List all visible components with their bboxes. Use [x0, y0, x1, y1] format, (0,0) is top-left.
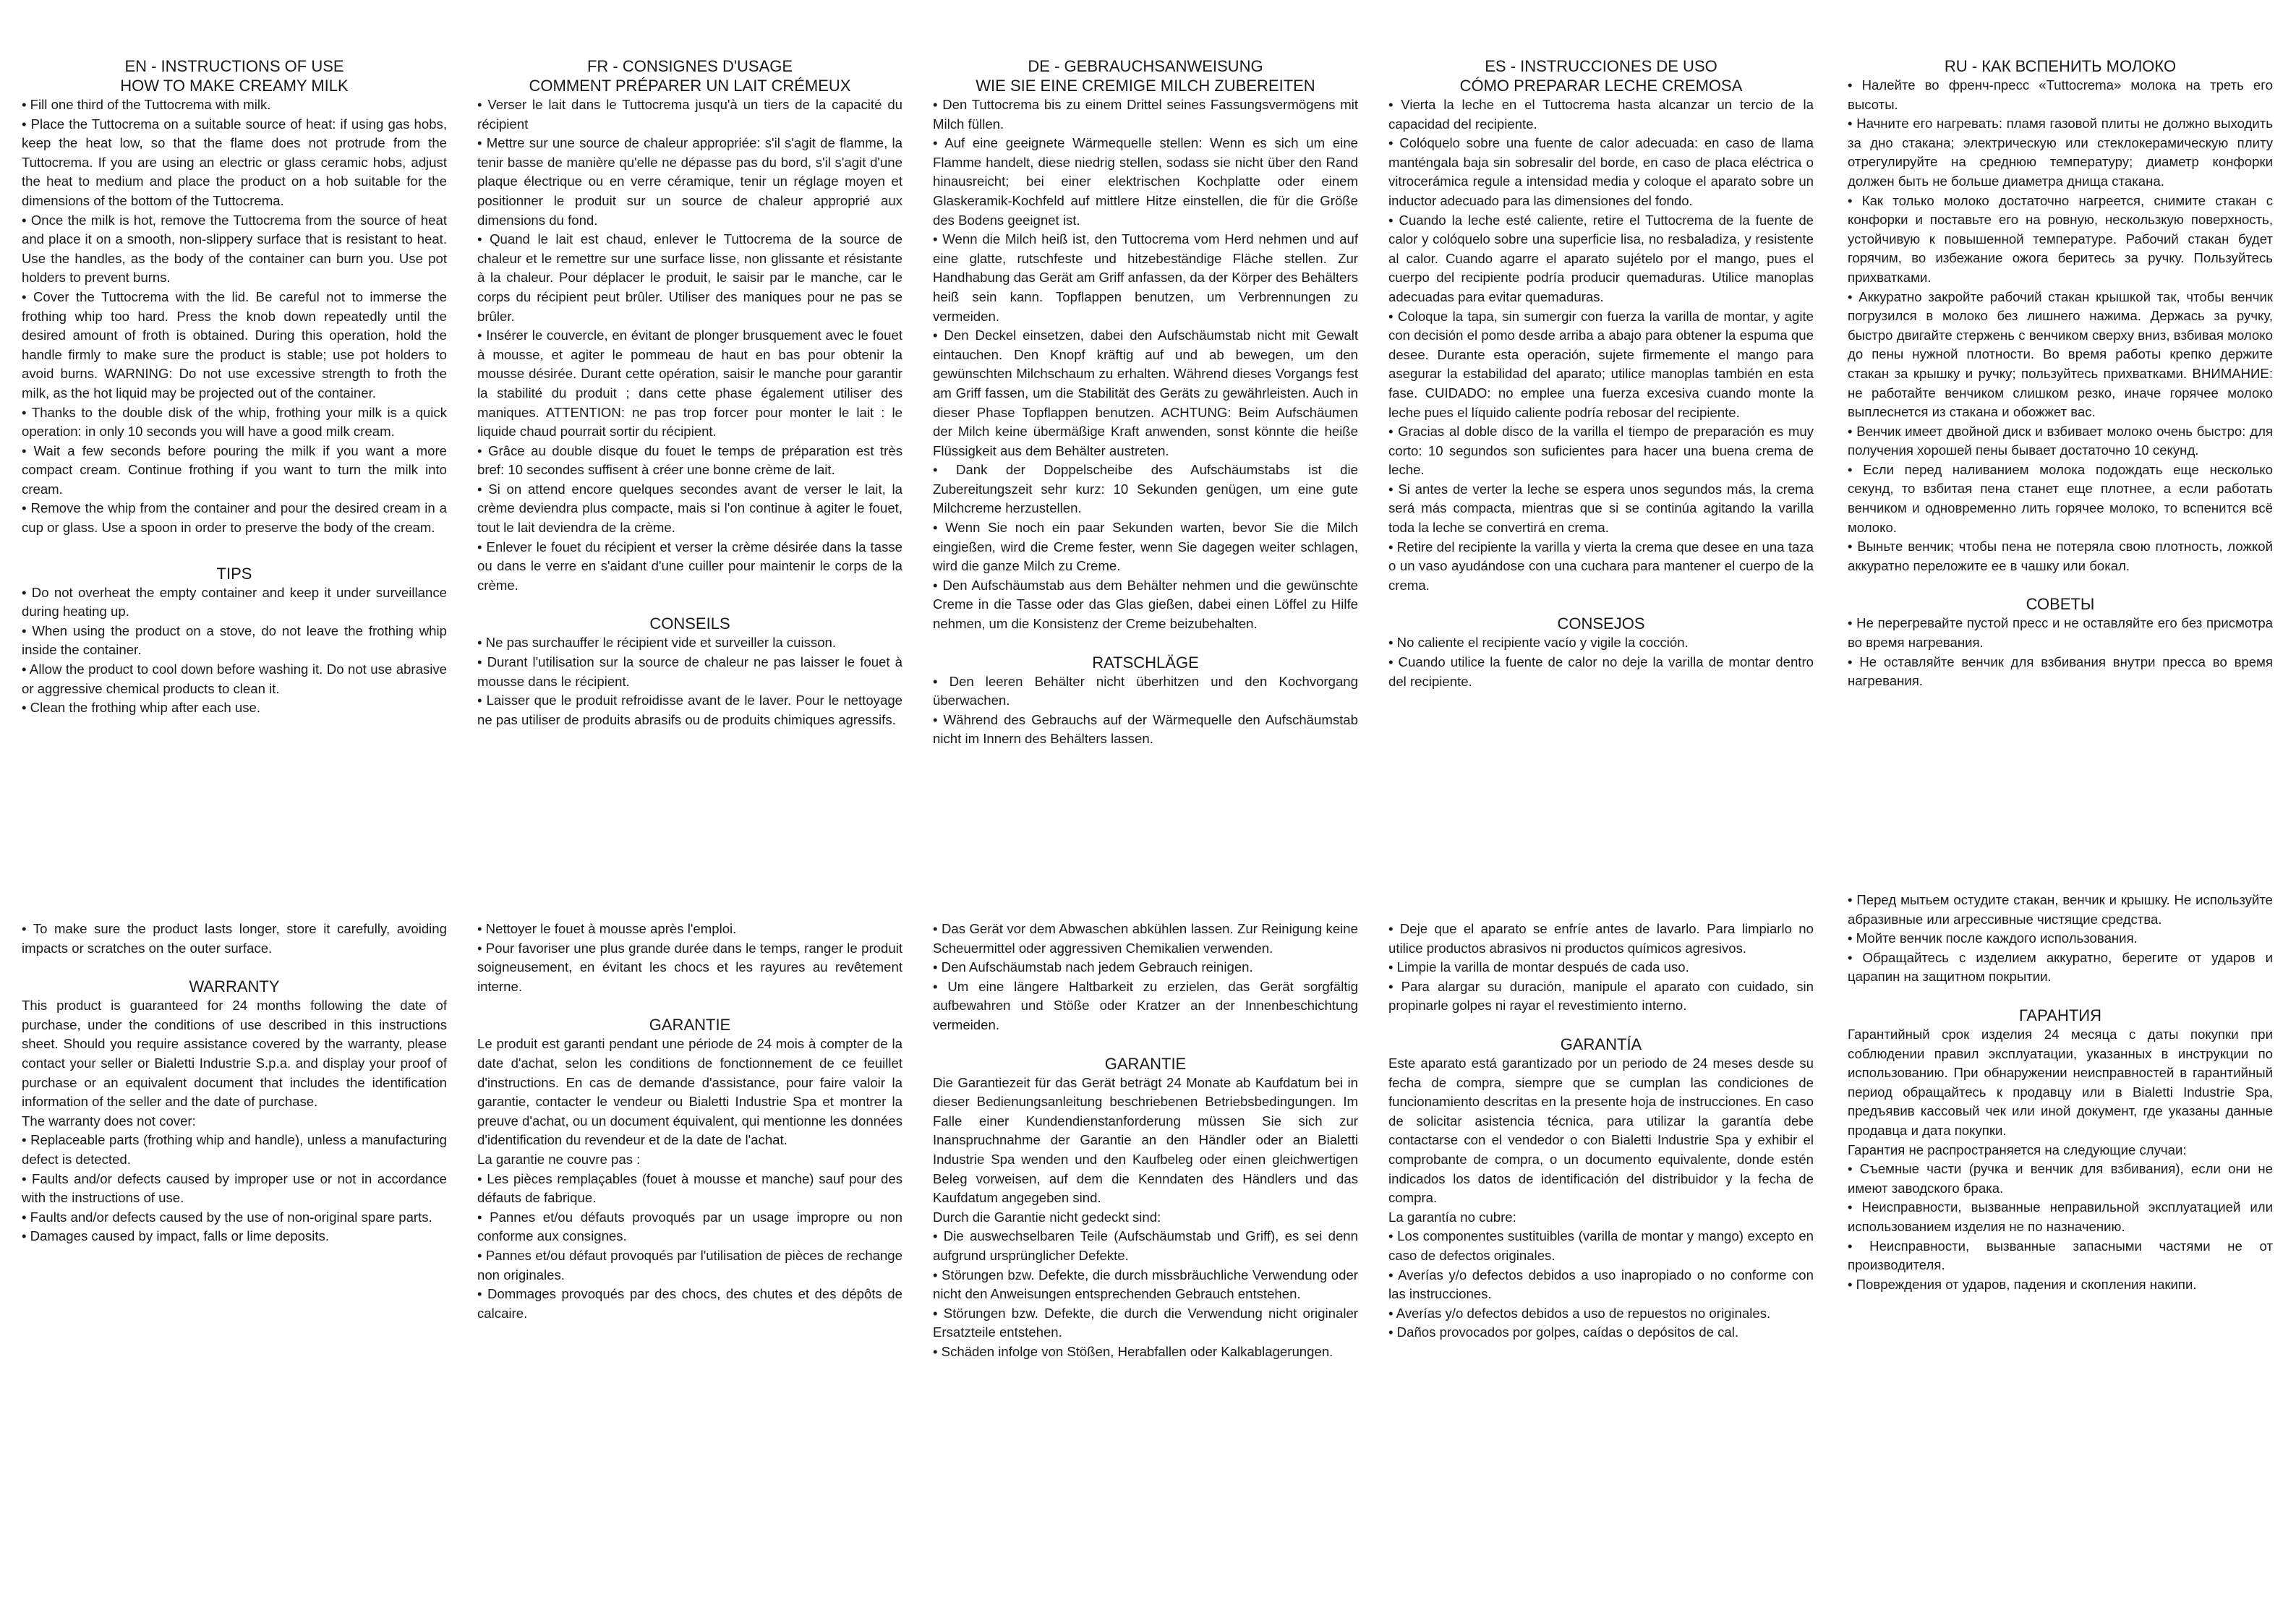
tip-item: • Den Aufschäumstab nach jedem Gebrauch reinigen.: [933, 959, 1253, 975]
instruction-step: • Coloque la tapa, sin sumergir con fuerza la varilla de montar, y agite con decisión el pomo desde arriba a abajo para obtener la espuma que desee. Durante esta operación, sujete firmemente el mango para asegurar la estabilidad del aparato; utilice manoplas también en esta fase. CUIDADO: no emplee una fuerza excesiva cuando monte la leche pues el líquido caliente podría rebosar del recipiente.: [1388, 308, 1814, 420]
instruction-step: • Grâce au double disque du fouet le temps de préparation est très bref: 10 secondes suffisent à créer une bonne crème de lait.: [477, 442, 902, 478]
instruction-step: • Выньте венчик; чтобы пена не потеряла свою плотность, ложкой аккуратно переложите ее в чашку или бокал.: [1848, 539, 2273, 573]
warranty-item: • Die auswechselbaren Teile (Aufschäumstab und Griff), es sei denn aufgrund ursprünglicher Defekte.: [933, 1228, 1358, 1263]
tips-title: СОВЕТЫ: [2026, 595, 2095, 614]
tip-item: • Limpie la varilla de montar después de cada uso.: [1388, 959, 1689, 975]
top-section: [477, 56, 902, 729]
warranty-title: GARANTÍA: [1560, 1035, 1642, 1053]
instruction-step: • Thanks to the double disk of the whip, frothing your milk is a quick operation: in only 10 seconds you will have a good milk cream.: [22, 404, 447, 440]
tip-item: • Para alargar su duración, manipule el aparato con cuidado, sin propinarle golpes ni rayar el revestimiento interno.: [1388, 978, 1814, 1014]
warranty-item: • Faults and/or defects caused by improper use or not in accordance with the instructions of use.: [22, 1170, 447, 1206]
tip-item: • Deje que el aparato se enfríe antes de lavarlo. Para limpiarlo no utilice productos abrasivos ni productos químicos agresivos.: [1388, 921, 1814, 956]
language-heading: EN - INSTRUCTIONS OF USE HOW TO MAKE CREAMY MILK: [120, 57, 349, 95]
tip-item: • Allow the product to cool down before washing it. Do not use abrasive or aggressive chemical products to clean it.: [22, 661, 447, 696]
tip-item: • Ne pas surchauffer le récipient vide et surveiller la cuisson.: [477, 635, 837, 651]
warranty-item: • Dommages provoqués par des chocs, des chutes et des dépôts de calcaire.: [477, 1286, 902, 1321]
tip-item: • Pour favoriser une plus grande durée dans le temps, ranger le produit soigneusement, en évitant les chocs et les rayures au revêtement interne.: [477, 940, 902, 994]
instruction-step: • Vierta la leche en el Tuttocrema hasta alcanzar un tercio de la capacidad del recipiente.: [1388, 97, 1814, 132]
instruction-step: • Если перед наливанием молока подождать еще несколько секунд, то взбитая пена станет еще плотнее, а если работать венчиком и одновременно лить горячее молоко, то вспенится всё молоко.: [1848, 461, 2273, 535]
warranty-item: • Faults and/or defects caused by the use of non-original spare parts.: [22, 1209, 432, 1225]
warranty-text: This product is guaranteed for 24 months following the date of purchase, under the conditions of use described in this instructions sheet. Should you require assistance covered by the warranty, please contact your seller or Bialetti Industrie S.p.a. and display your proof of purchase or an equivalent document that includes the identification information of the seller and the date of purchase.: [22, 998, 447, 1110]
warranty-item: • Störungen bzw. Defekte, die durch die Verwendung nicht originaler Ersatzteile entstehen.: [933, 1305, 1358, 1340]
instruction-step: • Insérer le couvercle, en évitant de plonger brusquement avec le fouet à mousse, et agiter le pommeau de haut en bas pour obtenir la mousse désirée. Durant cette opération, saisir le manche pour garantir la stabilité du produit ; dans cette phase également utiliser des maniques. ATTENTION: ne pas trop forcer pour monter le lait : le liquide chaud pourrait sortir du récipient.: [477, 327, 902, 440]
warranty-text: Гарантия не распространяется на следующие случаи:: [1848, 1142, 2187, 1157]
warranty-item: • Störungen bzw. Defekte, die durch missbräuchliche Verwendung oder nicht den Anweisungen entsprechenden Gebrauch entstehen.: [933, 1267, 1358, 1302]
instruction-step: • Once the milk is hot, remove the Tuttocrema from the source of heat and place it on a smooth, non-slippery surface that is resistant to heat. Use the handles, as the body of the container can burn you. Use pot holders to prevent burns.: [22, 212, 447, 286]
instruction-step: • Colóquelo sobre una fuente de calor adecuada: en caso de llama manténgala baja sin sobresalir del borde, en caso de placa eléctrica o vitrocerámica regule a intensidad media y coloque el aparato sobre un inductor adecuado para las dimensiones del fondo.: [1388, 135, 1814, 208]
instruction-step: • Венчик имеет двойной диск и взбивает молоко очень быстро: для получения хорошей пены бывает достаточно 10 секунд.: [1848, 423, 2273, 458]
instruction-step: • Налейте во френч-пресс «Tuttocrema» молока на треть его высоты.: [1848, 77, 2273, 112]
top-section: [22, 56, 447, 718]
top-section: [933, 56, 1358, 749]
bottom-section: [22, 920, 447, 1246]
bottom-section: [1388, 920, 1814, 1342]
warranty-item: • Daños provocados por golpes, caídas o depósitos de cal.: [1388, 1324, 1739, 1340]
instruction-step: • Wenn Sie noch ein paar Sekunden warten, bevor Sie die Milch eingießen, wird die Creme fester, wenn Sie dagegen weiter schlagen, wird die ganze Milch zu Creme.: [933, 520, 1358, 574]
instruction-step: • Remove the whip from the container and pour the desired cream in a cup or glass. Use a spoon in order to preserve the body of the cream.: [22, 500, 447, 536]
instruction-step: • Enlever le fouet du récipient et verser la crème désirée dans la tasse ou dans le verre en s'aidant d'une cuiller pour maintenir le corps de la crème.: [477, 539, 902, 593]
warranty-item: • Съемные части (ручка и венчик для взбивания), если они не имеют заводского брака.: [1848, 1161, 2273, 1196]
tip-item: • Laisser que le produit refroidisse avant de le laver. Pour le nettoyage ne pas utiliser de produits abrasifs ou de produits chimiques agressifs.: [477, 693, 902, 727]
language-heading: ES - INSTRUCCIONES DE USO CÓMO PREPARAR LECHE CREMOSA: [1459, 57, 1743, 95]
warranty-item: • Replaceable parts (frothing whip and handle), unless a manufacturing defect is detected.: [22, 1132, 447, 1167]
tip-item: • Мойте венчик после каждого использования.: [1848, 930, 2138, 946]
tip-item: • Не перегревайте пустой пресс и не оставляйте его без присмотра во время нагревания.: [1848, 615, 2273, 651]
warranty-item: • Los componentes sustituibles (varilla de montar y mango) excepto en caso de defectos originales.: [1388, 1228, 1814, 1263]
warranty-text: La garantie ne couvre pas :: [477, 1151, 641, 1167]
instruction-step: • Как только молоко достаточно нагреется, снимите стакан с конфорки и поставьте его на ровную, нескользкую поверхность, устойчивую к повышенной температуре. Рабочий стакан будет горячим, во избежание ожога беритесь за ручку. Пользуйтесь прихватками.: [1848, 192, 2273, 285]
instruction-step: • Аккуратно закройте рабочий стакан крышкой так, чтобы венчик погрузился в молоко без лишнего нажима. Держась за ручку, быстро двигайте стержень с венчиком сверху вниз, взбивая молоко до пены нужной плотности. Во время работы крепко держите стакан за крышку и ручку; пользуйтесь прихватками. ВНИМАНИЕ: не работайте венчиком слишком резко, иначе горячее молоко выплеснется из стакана и обожжет вас.: [1848, 288, 2273, 420]
instruction-step: • Den Deckel einsetzen, dabei den Aufschäumstab nicht mit Gewalt eintauchen. Den Knopf kräftig auf und ab bewegen, um den gewünschten Milchschaum zu erhalten. Während dieses Vorgangs fest am Griff fassen, um die Stabilität des Geräts zu gewährleisten. Auch in dieser Phase Topflappen benutzen. ACHTUNG: Beim Aufschäumen der Milch keine übermäßige Kraft anwenden, sonst könnte die heiße Flüssigkeit aus dem Behälter austreten.: [933, 327, 1358, 458]
tip-item: • Перед мытьем остудите стакан, венчик и крышку. Не используйте абразивные или агрессивные чистящие средства.: [1848, 892, 2273, 927]
warranty-text: Este aparato está garantizado por un periodo de 24 meses desde su fecha de compra, siempre que se cumplan las condiciones de funcionamiento descritas en la presente hoja de instrucciones. En caso de solicitar asistencia técnica, para utilizar la garantía debe contactarse con el vendedor o con Bialetti Industrie Spa y exhibir el comprobante de compra, o un documento equivalente, donde estén indicados los datos de identificación del distribuidor y la fecha de compra.: [1388, 1055, 1814, 1206]
bottom-section: [477, 920, 902, 1323]
top-section: [1388, 56, 1814, 691]
tip-item: • Clean the frothing whip after each use.: [22, 700, 261, 716]
tip-item: • Cuando utilice la fuente de calor no deje la varilla de montar dentro del recipiente.: [1388, 654, 1814, 689]
warranty-text: Гарантийный срок изделия 24 месяца с даты покупки при соблюдении правил эксплуатации, указанных в инструкции по использованию. При обнаружении неисправностей в гарантийный период обращайтесь к продавцу или в Bialetti Industrie Spa, предъявив кассовый чек или иной документ, где указаны данные продавца и дата покупки.: [1848, 1026, 2273, 1138]
instruction-step: • Cover the Tuttocrema with the lid. Be careful not to immerse the frothing whip too hard. Press the knob down repeatedly until the desired amount of froth is obtained. During this operation, hold the handle firmly to make sure the product is stable; use pot holders to avoid burns. WARNING: Do not use excessive strength to froth the milk, as the hot liquid may be projected out of the container.: [22, 288, 447, 401]
instruction-step: • Retire del recipiente la varilla y vierta la crema que desee en una taza o un vaso ayudándose con una cuchara para mantener el cuerpo de la crema.: [1388, 539, 1814, 593]
tips-title: RATSCHLÄGE: [1092, 653, 1199, 672]
warranty-item: • Averías y/o defectos debidos a uso inapropiado o no conforme con las instrucciones.: [1388, 1267, 1814, 1302]
warranty-title: GARANTIE: [1104, 1054, 1187, 1073]
instruction-step: • Gracias al doble disco de la varilla el tiempo de preparación es muy corto: 10 segundos son suficientes para hacer una buena crema de leche.: [1388, 424, 1814, 478]
tip-item: • Um eine längere Haltbarkeit zu erzielen, das Gerät sorgfältig aufbewahren und Stöße oder Kratzer an der Innenbeschichtung vermeiden.: [933, 978, 1358, 1032]
instruction-step: • Начните его нагревать: пламя газовой плиты не должно выходить за дно стакана; электрическую или стеклокерамическую плиту отрегулируйте на среднюю температуру; диаметр конфорки должен быть не больше диаметра днища стакана.: [1848, 116, 2273, 189]
instruction-step: • Place the Tuttocrema on a suitable source of heat: if using gas hobs, keep the heat low, so that the flame does not protrude from the Tuttocrema. If you are using an electric or glass ceramic hobs, adjust the heat to medium and place the product on a hob suitable for the dimensions of the bottom of the Tuttocrema.: [22, 116, 447, 208]
instruction-step: • Si on attend encore quelques secondes avant de verser le lait, la crème deviendra plus compacte, mais si l'on continue à agiter le fouet, tout le lait deviendra de la crème.: [477, 481, 902, 536]
instruction-step: • Wait a few seconds before pouring the milk if you want a more compact cream. Continue frothing if you want to turn the milk into cream.: [22, 442, 447, 497]
warranty-item: • Les pièces remplaçables (fouet à mousse et manche) sauf pour des défauts de fabrique.: [477, 1170, 902, 1206]
tip-item: • Do not overheat the empty container and keep it under surveillance during heating up.: [22, 584, 447, 620]
warranty-item: • Повреждения от ударов, падения и скопления накипи.: [1848, 1276, 2197, 1292]
warranty-text: La garantía no cubre:: [1388, 1209, 1516, 1225]
tip-item: • Das Gerät vor dem Abwaschen abkühlen lassen. Zur Reinigung keine Scheuermittel oder aggressiven Chemikalien verwenden.: [933, 921, 1358, 956]
tip-item: • Не оставляйте венчик для взбивания внутри пресса во время нагревания.: [1848, 654, 2273, 689]
warranty-text: The warranty does not cover:: [22, 1113, 196, 1129]
instruction-step: • Dank der Doppelscheibe des Aufschäumstabs ist die Zubereitungszeit sehr kurz: 10 Sekunden genügen, um eine gute Milchcreme herzustellen.: [933, 462, 1358, 516]
tips-title: TIPS: [216, 564, 252, 583]
instruction-step: • Den Aufschäumstab aus dem Behälter nehmen und die gewünschte Creme in die Tasse oder das Glas gießen, dabei einen Löffel zu Hilfe nehmen, um die Konsistenz der Creme beizubehalten.: [933, 577, 1358, 632]
tip-item: • Während des Gebrauchs auf der Wärmequelle den Aufschäumstab nicht im Innern des Behälters lassen.: [933, 711, 1358, 747]
instruction-step: • Mettre sur une source de chaleur appropriée: s'il s'agit de flamme, la tenir basse de manière qu'elle ne dépasse pas du bord, s'il s'agit d'une plaque électrique ou en verre céramique, tenir un réglage moyen et positionner le produit sur un source de chaleur approprié aux dimensions du fond.: [477, 135, 902, 228]
bottom-section: [933, 920, 1358, 1361]
tip-item: • Nettoyer le fouet à mousse après l'emploi.: [477, 921, 737, 936]
tip-item: • When using the product on a stove, do not leave the frothing whip inside the container.: [22, 622, 447, 658]
warranty-text: Die Garantiezeit für das Gerät beträgt 24 Monate ab Kaufdatum bei in dieser Bedienungsanleitung beschriebenen Betriebsbedingungen. Im Falle einer Kundendienstanforderung müssen Sie sich zur Inanspruchnahme der Garantie an den Händler oder an Bialetti Industrie Spa wenden und den Kaufbeleg oder einen gleichwertigen Beleg vorweisen, auf dem die Kenndaten des Händlers und das Kaufdatum angegeben sind.: [933, 1074, 1358, 1206]
warranty-item: • Неисправности, вызванные неправильной эксплуатацией или использованием изделия не по назначению.: [1848, 1199, 2273, 1234]
instruction-step: • Quand le lait est chaud, enlever le Tuttocrema de la source de chaleur et le remettre sur une surface lisse, non glissante et résistante à la chaleur. Pour déplacer le produit, le saisir par le manche, car le corps du récipient peut brûler. Utiliser des maniques pour ne pas se brûler.: [477, 231, 902, 324]
instruction-step: • Cuando la leche esté caliente, retire el Tuttocrema de la fuente de calor y colóquelo sobre una superficie lisa, no resbaladiza, y resistente al calor. Cuando agarre el aparato sujételo por el mango, pues el cuerpo del recipiente podría producir quemaduras. Utilice manoplas adecuadas para evitar quemaduras.: [1388, 212, 1814, 304]
language-heading: RU - КАК ВСПЕНИТЬ МОЛОКО: [1944, 57, 2177, 75]
tip-item: • Обращайтесь с изделием аккуратно, берегите от ударов и царапин на защитном покрытии.: [1848, 949, 2273, 985]
tip-item: • To make sure the product lasts longer, store it carefully, avoiding impacts or scratches on the outer surface.: [22, 921, 447, 956]
bottom-section: [1848, 891, 2273, 1294]
tips-title: CONSEILS: [649, 614, 730, 633]
tip-item: • Den leeren Behälter nicht überhitzen und den Kochvorgang überwachen.: [933, 673, 1358, 708]
warranty-title: GARANTIE: [649, 1016, 731, 1035]
warranty-item: • Неисправности, вызванные запасными частями не от производителя.: [1848, 1238, 2273, 1273]
warranty-item: • Pannes et/ou défaut provoqués par l'utilisation de pièces de rechange non originales.: [477, 1247, 902, 1282]
instruction-step: • Den Tuttocrema bis zu einem Drittel seines Fassungsvermögens mit Milch füllen.: [933, 97, 1358, 132]
top-section: [1848, 56, 2273, 691]
warranty-item: • Damages caused by impact, falls or lime deposits.: [22, 1228, 330, 1244]
instruction-step: • Verser le lait dans le Tuttocrema jusqu'à un tiers de la capacité du récipient: [477, 97, 902, 132]
instruction-step: • Fill one third of the Tuttocrema with milk.: [22, 97, 271, 112]
warranty-title: WARRANTY: [189, 977, 280, 996]
language-heading: DE - GEBRAUCHSANWEISUNG WIE SIE EINE CREMIGE MILCH ZUBEREITEN: [976, 57, 1315, 95]
instruction-step: • Wenn die Milch heiß ist, den Tuttocrema vom Herd nehmen und auf eine glatte, rutschfeste und hitzebeständige Fläche stellen. Zur Handhabung das Gerät am Griff anfassen, da der Körper des Behälters heiß sein kann. Topflappen benutzen, um Verbrennungen zu vermeiden.: [933, 231, 1358, 324]
tip-item: • Durant l'utilisation sur la source de chaleur ne pas laisser le fouet à mousse dans le récipient.: [477, 654, 902, 689]
tips-title: CONSEJOS: [1557, 614, 1645, 633]
language-heading: FR - CONSIGNES D'USAGE COMMENT PRÉPARER UN LAIT CRÉMEUX: [529, 57, 851, 95]
warranty-title: ГАРАНТИЯ: [2018, 1006, 2102, 1024]
warranty-item: • Pannes et/ou défauts provoqués par un usage impropre ou non conforme aux consignes.: [477, 1209, 902, 1244]
warranty-text: Durch die Garantie nicht gedeckt sind:: [933, 1209, 1161, 1225]
warranty-text: Le produit est garanti pendant une période de 24 mois à compter de la date d'achat, selon les conditions de fonctionnement de ce feuillet d'instructions. En cas de demande d'assistance, pour faire valoir la garantie, contacter le vendeur ou Bialetti Industrie Spa et montrer la preuve d'achat, ou un document équivalent, qui mentionne les données d'identification du revendeur et de la date de l'achat.: [477, 1036, 902, 1148]
instruction-step: • Auf eine geeignete Wärmequelle stellen: Wenn es sich um eine Flamme handelt, diese niedrig stellen, sodass sie nicht über den Rand hinausreicht; bei einer elektrischen Kochplatte oder einem Glaskeramik-Kochfeld auf mittlere Hitze einstellen, die für die Größe des Bodens geeignet ist.: [933, 135, 1358, 228]
warranty-item: • Averías y/o defectos debidos a uso de repuestos no originales.: [1388, 1305, 1771, 1321]
instruction-step: • Si antes de verter la leche se espera unos segundos más, la crema será más compacta, mientras que si se continúa agitando la varilla toda la leche se convertirá en crema.: [1388, 481, 1814, 536]
tip-item: • No caliente el recipiente vacío y vigile la cocción.: [1388, 635, 1689, 651]
warranty-item: • Schäden infolge von Stößen, Herabfallen oder Kalkablagerungen.: [933, 1343, 1333, 1359]
